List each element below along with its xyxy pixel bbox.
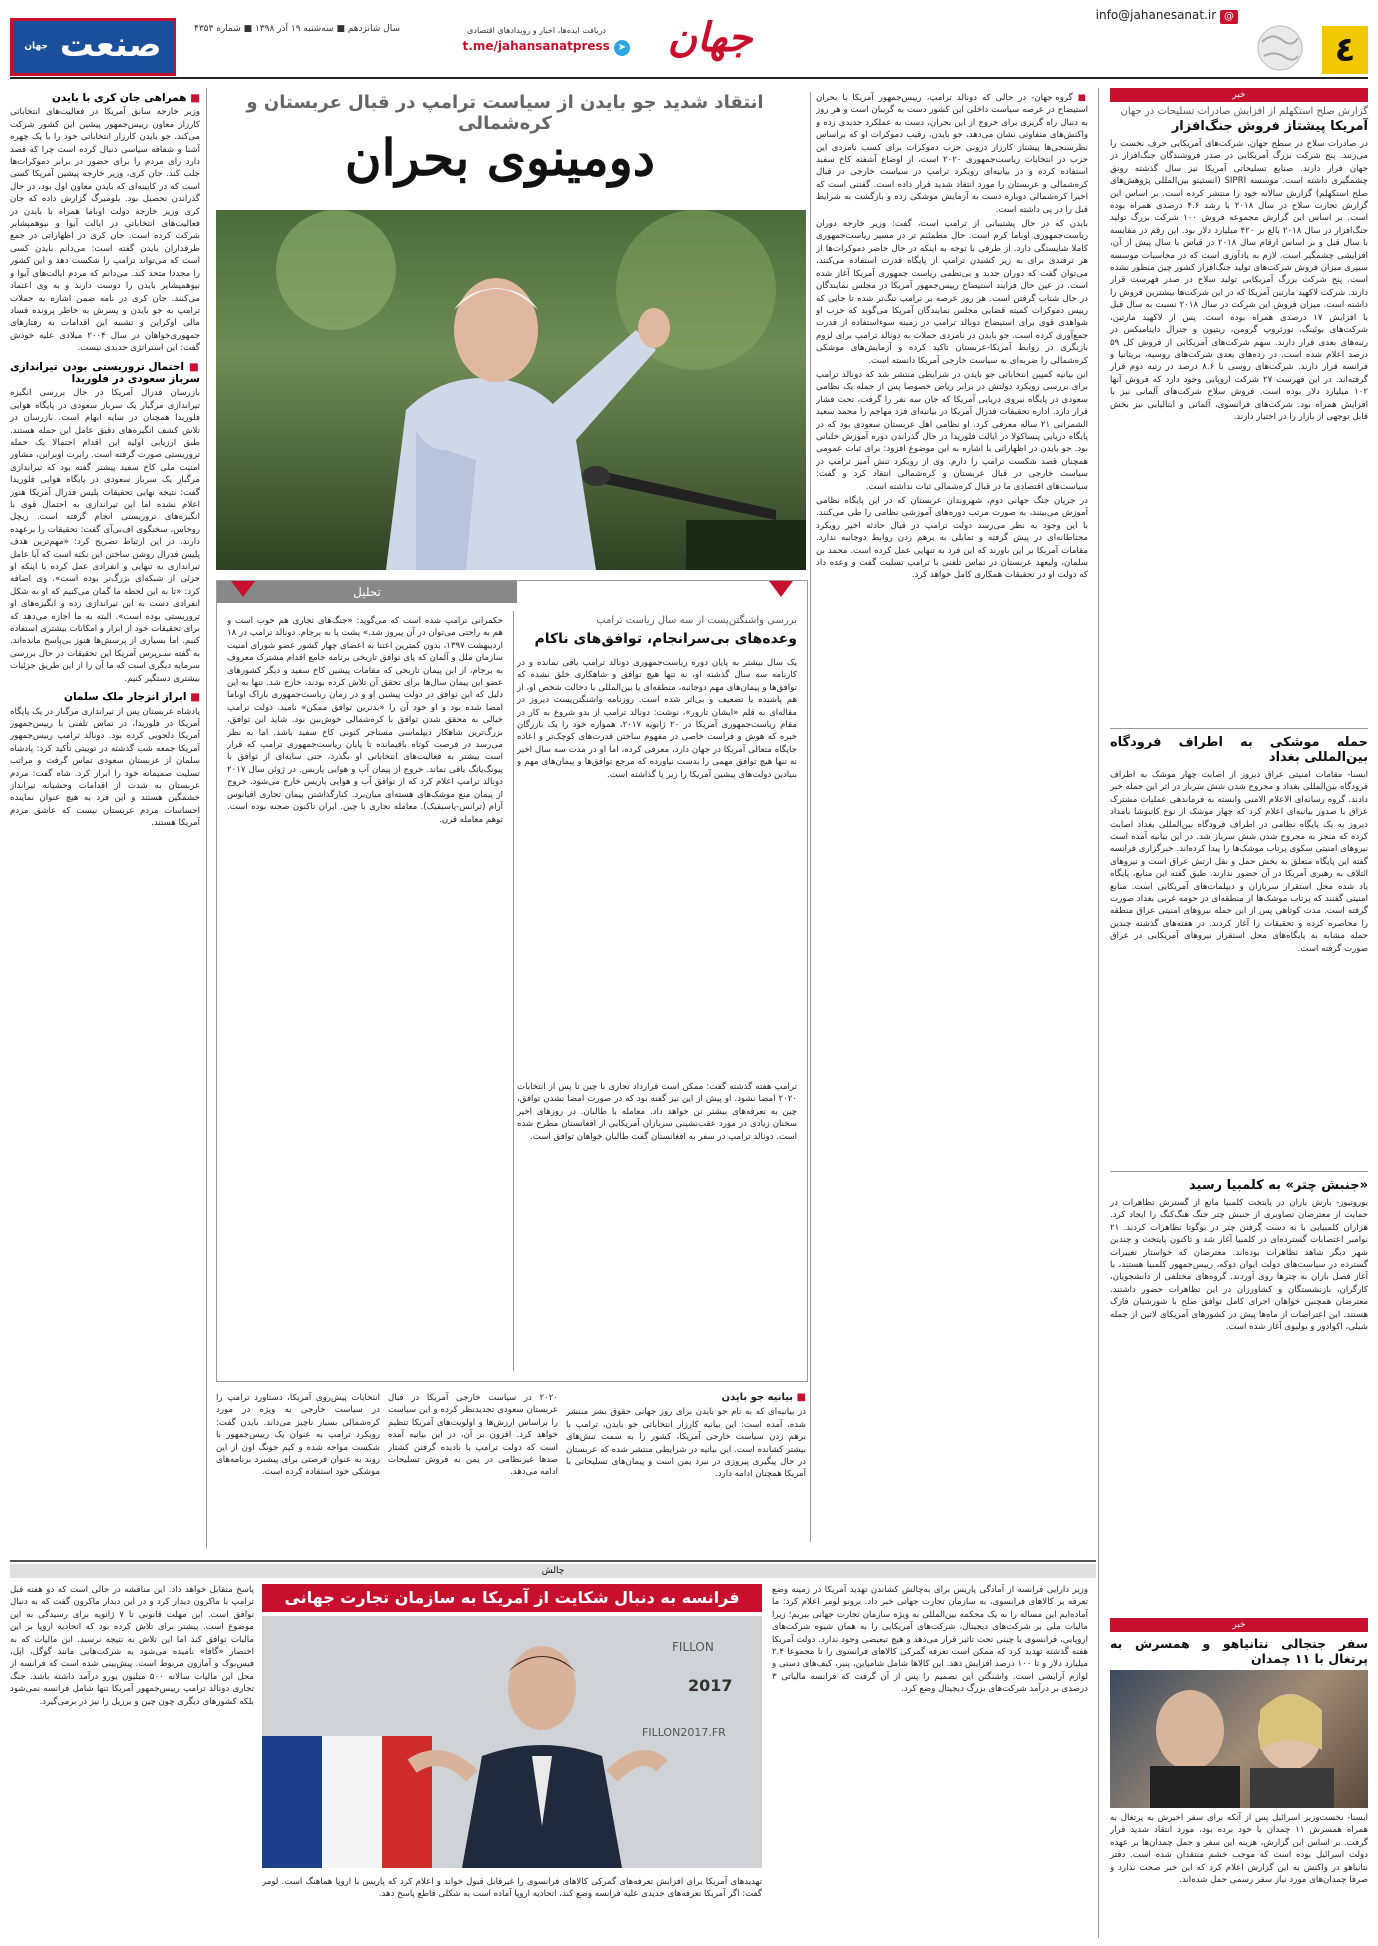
left-column: [10, 92, 200, 1542]
main-title: دومینوی بحران: [344, 128, 656, 187]
analysis-box: [216, 580, 808, 1382]
column-divider: [1098, 88, 1099, 1938]
globe-icon: [1252, 22, 1308, 74]
analysis-text-3: ترامپ هفته گذشته گفت: ممکن است قرارداد تجاری با چین تا پس از انتخابات ۲۰۲۰ امضا نشود. او پیش از این نیز گفته بود که در صورت امضا نشدن توافق، چین به تعرفه‌های بیشتر تن خواهد داد. معامله با طالبان. در روزهای اخیر سخنان زیادی در مورد عقب‌نشینی سربازان آمریکایی از افغانستان مطرح شده است. دونالد ترامپ در سفر به افغانستان گفت طالبان خواهان توافق است.: [517, 1082, 797, 1142]
netanyahu-photo: [1110, 1670, 1368, 1808]
page-number: ٤: [1322, 26, 1368, 74]
analysis-text-1: یک سال بیشتر به پایان دوره ریاست‌جمهوری دونالد ترامپ باقی نمانده و در کارنامه سه سال گذشته او، نه تنها هیچ توافق و شاهکاری خلق نشده که توافق‌ها و پیمان‌های مهم دوجانبه، منطقه‌ای یا بین‌المللی با دخالت شخص او، از هم پاشیده یا تضعیف و بی‌اثر شده است. روزنامه واشنگتن‌پست دیروز در مقاله‌ای به قلم «ایشان تارور»، نوشت: دونالد ترامپ از بدو شروع به کار در مقام ریاست‌جمهوری آمریکا در ۲۰ ژانویه ۲۰۱۷، همواره خود را یک بازرگان خبره که هوش و فراست خاصی در مفهوم ساختن قدرت‌های کوچک‌تر و اعاده جایگاه متعالی آمریکا در جهان دارد، معرفی کرده، اما او در مدت سه سال اخیر نه تنها هیچ توافق مهمی را بدست نیاورده که مرجع توافق‌ها و پیمان‌های مهم و بنیادین دولت‌های پیشین آمریکا را زیر پا گذاشته است.: [517, 658, 797, 780]
body-paragraph: در جریان جنگ جهانی دوم، شهروندان عربستان که در این پایگاه نظامی آموزش می‌بینند، به صورت مرتب دوره‌های آموزشی نظامی را طی می‌کنند. با این وجود به نظر می‌رسد دولت ترامپ در قبال حادثه اخیر رویکرد محتاطانه‌ای در پیش گرفته و تمایلی به برهم زدن روابط دوجانبه ندارد. مقامات آمریکا بر این باورند که این فرد به تنهایی عمل کرده است. محمد بن سلمان، ولیعهد عربستان در تماس تلفنی با ترامپ تسلیت گفت و وعده داد که دولت او در تحقیقات همکاری کامل خواهد کرد.: [816, 496, 1088, 581]
item2-text: بازرسان فدرال آمریکا در حال بررسی انگیزه تیراندازی مرگبار یک سرباز سعودی در پایگاه هوایی فلوریدا همچنان در سایه ابهام است. بازرسان در تلاش کشف انگیزه‌های دقیق عامل این حمله هستند. طبق ارزیابی اولیه این اقدام احتمالا یک حمله تروریستی صورت گرفته است. رابرت اوبراین، مشاور امنیت ملی کاخ سفید پیشتر گفته بود که تیراندازی مرگبار یک سرباز سعودی در پایگاه هوایی فلوریدا گفت: نتیجه نهایی تحقیقات پلیس فدرال آمریکا هنوز اعلام نشده اما این تیراندازی به احتمال قوی با انگیزه‌های تروریستی انجام گرفته است. ریچل روخاس، سخنگوی اف‌بی‌آی گفت: تحقیقات را برعهده دارند. در این ارتباط تصریح کرد: «مهم‌ترین هدف پلیس فدرال روشن ساختن این نکته است که آیا عامل تیراندازی به تنهایی و انفرادی عمل کرده یا اینکه او جزئی از شبکه‌ای بزرگ‌تر بوده است». وی اضافه کرد: «تا به این لحظه ما گمان می‌کنیم که او به شکل انفرادی دست به این تیراندازی زده و انگیزه‌های او تروریستی بوده است». البته به ما اجازه می‌دهد که برای تحقیقات خود از ابزار و امکانات بیشتری استفاده کنیم. اما بسیاری از پرسش‌ها هنوز بی‌پاسخ مانده‌اند. به گفته سـرپرس آمریکا این تحقیقات در حال بررسی سرمایه دیگری است که ما آن را از این طریق جزئیات بیشتری دستگیر کنیم.: [10, 388, 200, 684]
section-divider: [10, 1560, 1096, 1562]
sipri-text: در صادرات سلاح در سطح جهان، شرکت‌های آمریکایی حرف نخست را می‌زنند. پنج شرکت بزرگ آمریکایی در صدر فروشندگان جنگ‌افزار در جهان قرار دارند. صنایع تسلیحاتی آمریکا نیز سال گذشته رونق چشمگیری داشته است. موسسه SIPRI (انستیتو بین‌المللی پژوهش‌های صلح استکهلم) گزارش سالانه خود را منتشر کرده است. بر اساس این گزارش تجارت سلاح در سال ۲۰۱۸ با رشد ۴.۶ درصدی همراه بوده است. بر اساس این گزارش مجموعه فروش ۱۰۰ شرکت بزرگ تولید جنگ‌افزار در سال ۲۰۱۸ بالغ بر ۴۲۰ میلیارد دلار بود. این رقم در مقایسه با سال قبل و بر اساس ارقام سال ۲۰۱۸ در قیاس با سال پیش از آن، افزایشی چشمگیر است. لازم به یادآوری است که در محاسبات موسسه سیپری میزان فروش شرکت‌های تولید جنگ‌افزار کشور چین منظور نشده است. پنج شرکت بزرگ آمریکایی تولید سلاح در صدر فهرست قرار دارند. شرکت لاکهید مارتین آمریکا که در این شرکت‌ها بیشترین فروش را داشته است. میزان فروش این شرکت در سال ۲۰۱۸ نسبت به سال قبل با افزایش ۱۷ درصدی همراه بوده است. پس از لاکهید مارتین، شرکت‌های بوئینگ، نورثروپ گرومن، ریتیون و جنرال داینامیکس در رتبه‌های بعدی قرار دارند. سهم شرکت‌های آمریکایی از فروش کل ۵۹ درصد اعلام شده است. در رده‌های بعدی شرکت‌های روسیه، بریتانیا و فرانسه قرار دارند. شرکت‌های روسی با ۸.۶ درصد در رتبه دوم قرار گرفته‌اند. در این فهرست ۲۷ شرکت اروپایی وجود دارد که فروش آنها ۱۰۲ میلیارد دلار بوده است. فروش سلاح شرکت‌های آلمانی نیز با افزایش همراه بود. شرکت‌های فرانسوی، آلمانی و ایتالیایی نیز بخش قابل توجهی از بازار را در اختیار دارند.: [1110, 139, 1368, 422]
baghdad-title: حمله موشکی به اطراف فرودگاه بین‌المللی بغداد: [1110, 735, 1368, 765]
email-address[interactable]: info@jahanesanat.ir: [1095, 8, 1217, 22]
statement-section: [566, 1392, 806, 1542]
sipri-title: آمریکا پیشتاز فروش جنگ‌افزار: [1171, 119, 1368, 134]
analysis-kicker: بررسی واشنگتن‌پست از سه سال ریاست ترامپ: [596, 615, 797, 626]
bottom-text-right: وزیر دارایی فرانسه از آمادگی پاریس برای به‌چالش کشاندن تهدید آمریکا در زمینه وضع تعرفه بر کالاهای فرانسوی، به سازمان تجارت جهانی خبر داد. برونو لومر اعلام کرد: ما آماده‌ایم این مساله را به یک محکمه بین‌المللی به ویژه سازمان تجارت جهانی ببریم؛ زیرا مالیات ملی بر شرکت‌های دیجیتال، شرکت‌های آمریکایی را به همان شیوه شرکت‌های اروپایی، فرانسوی یا چینی تحت تاثیر قرار می‌دهد و هیچ تبعیضی وجود ندارد. دولت آمریکا هفته گذشته تهدید کرد که ممکن است تعرفه گمرکی کالاهای فرانسوی را تا مجموعا ۲.۴ میلیارد دلار و تا ۱۰۰ درصد افزایش دهد. این کالاها شامل شامپاین، پنیر، کیف‌های دستی و لوازم آرایشی است. واشنگتن این تصمیم را پس از آن گرفت که فرانسه مالیاتی ۳ درصدی بر درآمد شرکت‌های بزرگ دیجیتال وضع کرد.: [772, 1585, 1088, 1695]
lead-paragraph: ■ گروه جهان- در حالی که دونالد ترامپ، رییس‌جمهور آمریکا با بحران استیضاح در عرصه سیاست داخلی این کشور دست به گریبان است و هر روز به دنبال راه گریزی برای خروج از این بحران، دست به عملکرد جدیدی زده و واکنش‌های متفاوتی نشان می‌دهد، جو بایدن، رقیب دموکرات او که براساس نظرسنجی‌ها پیشتاز کارزار درونی حزب دموکرات برای کسب نامزدی این حزب در انتخابات ریاست‌جمهوری ۲۰۲۰ است، از اوضاع آشفته کاخ سفید استفاده کرده و در بیانیه‌ای رویکرد ترامپ در سیاست خارجی در قبال کره‌شمالی و عربستان را مورد انتقاد شدید قرار داده است. گفتنی است که اخیرا کره‌شمالی دوباره دست به آزمایش موشکی زده و بازگشت به شرایط قبل را در پی داشته است.: [816, 92, 1088, 216]
main-col-a: ۲۰۲۰ در سیاست خارجی آمریکا در قبال عربستان سعودی تجدیدنظر کرده و این سیاست را براساس ارزش‌ها و اولویت‌های آمریکا تنظیم خواهد کرد. افزون بر آن، در این بیانیه آمده است که دولت ترامپ با نادیده گرفتن کشتار صدها غیرنظامی در یمن به فروش تسلیحات ادامه می‌دهد.: [388, 1393, 558, 1478]
item3-title: ■ ابراز انزجار ملک سلمان: [10, 691, 200, 703]
telegram-note: دریافت ایده‌ها، اخبار و رویدادهای اقتصادی: [467, 26, 606, 35]
telegram-promo[interactable]: [410, 20, 630, 72]
bottom-text-left: پاسخ متقابل خواهد داد. این مناقشه در حالی است که دو هفته قبل ترامپ با ماکرون دیدار کرد و در این دیدار ماکرون گفت که به دنبال توافق است. این مهلت قانونی تا ۷ ژانویه برای رسیدگی به این موضوع است. پیشتر برای تلاش کرده بود که اتحادیه اروپا بر این مالیات توافق کند اما این تلاش به نتیجه نرسید. این مالیات که به اختصار «گافا» نامیده می‌شود به شرکت‌هایی مانند گوگل، اپل، فیس‌بوک و آمازون مربوط است. پیش‌بینی شده است که فرانسه از محل این مالیات سالانه ۵۰۰ میلیون یورو درآمد داشته باشد. جنگ تجاری دونالد ترامپ رییس‌جمهور آمریکا تنها شامل فرانسه نمی‌شود بلکه کشورهای دیگری چون چین و برزیل را نیز در برمی‌گیرد.: [10, 1585, 254, 1707]
sipri-kicker: گزارش صلح استکهلم از افزایش صادرات تسلیحات در جهان: [1120, 106, 1368, 117]
chatr-text: یورونیوز- بارش باران در پایتخت کلمبیا مانع از گسترش تظاهرات در حمایت از معترضان تصاویری از جنبش چتر جنگ هنگ‌کنگ را ایجاد کرد. هزاران کلمبیایی با به دست گرفتن چتر در بوگوتا تظاهرات کردند. ۲۱ نوامبر اعتصابات گسترده‌ای در کلمبیا آغاز شد و تاکنون پایتخت و چندین شهر دیگر شاهد تظاهرات بوده‌اند. معترضان که خواستار تغییرات گسترده در سیاست‌های دولت ایوان دوکه، رییس‌جمهور کلمبیا هستند، با آغاز فصل باران به چترها روی آوردند. گروه‌های مختلفی از دانشجویان، کارگران، بازنشستگان و کشاورزان در این تظاهرات حضور داشتند. معترضان همچنین خواهان اجرای کامل توافق صلح با شورشیان فارک هستند. این اعتراضات از ماه‌ها پیش در کشورهای آمریکای لاتین از جمله شیلی، اکوادور و بولیوی آغاز شده است.: [1110, 1198, 1368, 1333]
main-lead: [816, 92, 1088, 1542]
logo-subtext: جهان: [24, 41, 48, 52]
logo-text: صنعت: [59, 25, 162, 65]
item2-title: ■ احتمال تروریستی بودن تیراندازی سرباز سعودی در فلوریدا: [10, 361, 200, 386]
bottom-title: فرانسه به دنبال شکایت از آمریکا به سازمان تجارت جهانی: [262, 1584, 762, 1612]
divider: [1110, 1171, 1368, 1172]
analysis-tag: تحلیل: [217, 581, 517, 603]
down-arrow-icon: [769, 581, 793, 597]
backdrop-text: FILLON2017.FR: [642, 1726, 726, 1739]
lemaire-photo: [262, 1616, 762, 1868]
newspaper-logo: [10, 18, 176, 76]
backdrop-text: 2017: [688, 1676, 733, 1695]
analysis-title: وعده‌های بی‌سرانجام، توافق‌های ناکام: [534, 631, 797, 647]
item1-title: ■ همراهی جان کری با بایدن: [10, 92, 200, 104]
issue-info: سال شانزدهم ■ سه‌شنبه ۱۹ آذر ۱۳۹۸ ■ شماره ۴۳۵۳: [193, 24, 400, 34]
section-logo: جهان: [667, 14, 753, 61]
netanyahu-title: سفر جنجالی نتانیاهو و همسرش به پرتغال با ۱۱ چمدان: [1110, 1636, 1368, 1666]
header-divider: [10, 77, 1368, 79]
biden-photo: [216, 210, 806, 570]
statement-subhead: ■ بیانیه جو بایدن: [566, 1392, 806, 1404]
telegram-link[interactable]: t.me/jahansanatpress: [462, 39, 610, 53]
column-divider: [206, 88, 207, 1548]
envelope-icon: @: [1220, 10, 1238, 24]
netanyahu-text: ایسنا- نخست‌وزیر اسرائیل پس از آنکه برای سفر اخیرش به پرتغال به همراه همسرش ۱۱ چمدان با خود برده بود، مورد انتقاد شدید قرار گرفت. بر اساس این گزارش، هزینه این سفر و حمل چمدان‌ها بر عهده دولت اسرائیل بوده است که موجب خشم منتقدان شده است. دفتر نتانیاهو در واکنش به این گزارش اعلام کرد که این خبر صحت ندارد و صرفا چمدان‌های مورد نیاز سفر رسمی حمل شده‌اند.: [1110, 1813, 1368, 1886]
right-column: [1110, 88, 1368, 1628]
analysis-text-2: حکمرانی ترامپ شده است که می‌گوید: «جنگ‌های تجاری هم خوب است و هم به راحتی می‌توان در آن پیروز شد.» پشت پا به برجام. دونالد ترامپ در ۱۸ اردیبهشت ۱۳۹۷، بدون کمترین اعتنا به اعضای چهار کشور عضو شورای امنیت سازمان ملل و آلمان که پای توافق تاریخی برنامه جامع اقدام مشترک معروف به برجام، از این پیمان تاریخی که مقامات پیشین کاخ سفید و دیگر کشورهای عضو این پیمان سال‌ها برای تحقق آن تلاش کرده بودند، خارج شد. تنها به این دلیل که این توافق در دولت پیشین او و در زمان ریاست‌جمهوری باراک اوباما امضا شده بود و او خود آن را «بدترین توافق ممکن» نامید. دولت ترامپ خیالی به محقق شدن توافق با کره‌شمالی خوش‌بین بود. شاید این توافق، بزرگ‌ترین شاهکار دیپلماسی مستاجر کنونی کاخ سفید باشد. اما به نظر می‌رسد در فرصت کوتاه باقیمانده تا پایان ریاست‌جمهوری ترامپ که قرار است بیشتر به فعالیت‌های انتخاباتی او بگذرد، حتی سایه‌ای از توافق با پیونگ‌یانگ باقی نماند. خروج از پیمان آب و هوایی پاریس. در ژوئن سال ۲۰۱۷ دونالد ترامپ اعلام کرد که از توافق آب و هوایی پاریس خارج می‌شود. خروج از پیمان منع موشک‌های هسته‌ای میان‌برد. کنارگذاشتن پیمان تجاری اقیانوس آرام (ترانس-پاسیفیک). معامله تجاری با چین. ایران تاکنون صحنه بوده است. توهم معامله قرن.: [227, 616, 503, 825]
header-email[interactable]: [1078, 8, 1238, 30]
statement-text: در بیانیه‌ای که به نام جو بایدن برای روز جهانی حقوق بشر منتشر شده، آمده است: این بیانیه کارزار انتخاباتی جو بایدن، ترامپ با برهم زدن سیاست خارجی آمریکا، کشور را به سمت تنش‌های بیشتر کشانده است. این بیانیه در شرایطی منتشر شده که عربستان در حال پیگیری پیروزی در نبرد یمن است و پیمان‌های تسلیحاتی با آمریکا همچنان ادامه دارد.: [566, 1407, 806, 1480]
down-arrow-icon: [231, 581, 255, 597]
divider: [1110, 728, 1368, 729]
column-divider: [810, 92, 811, 1542]
item1-text: وزیر خارجه سابق آمریکا در فعالیت‌های انتخاباتی کارزار معاون رییس‌جمهور پیشین این کشور شرکت می‌کند. جو بایدن کارزار انتخاباتی خود را با یک چهره آشنا و شفافه سیاسی دنبال کرده است چرا که قصد دارد رای مردم را برای حضور در برابر دموکرات‌ها جلب کند. جان کری، وزیر خارجه پیشین آمریکا کسی است که در کابینه‌ای که بایدن معاون اول بود، در حال گذراندن تحصیل بود. بلومبرگ گزارش داده که جان کری وزیر خارجه دولت اوباما همراه با بایدن در فعالیت‌های انتخاباتی در ایالت آیوا و نیوهمپشایر شرکت کرده است. جان کری در اظهاراتی در جمع طرفداران بایدن گفته است: می‌دانم بایدن کسی است که می‌تواند ترامپ را شکست دهد و این کشور را مجددا متحد کند. می‌دانم که مردم ایالت‌های آیوا و نیوهمپشایر بایدن را دوست دارند و به وی اعتماد می‌کنند. جان کری در نامه ضمن اشاره به حملات ترامپ به جو بایدن و پسرش به خاطر پرونده فساد مالی اوکراین و تشبیه این اقدامات به رفتارهای جمهوری‌خواهان در سال ۲۰۰۴ میلادی علیه خودش گفت: این استراتژی جدیدی نیست.: [10, 107, 200, 354]
news-tag: خبر: [1110, 1618, 1368, 1632]
chatr-title: «جنبش چتر» به کلمبیا رسید: [1189, 1178, 1368, 1193]
main-col-b: انتخابات پیش‌روی آمریکا، دستاورد ترامپ را در سیاست خارجی به ویژه در مورد کره‌شمالی بسیار ناچیز می‌داند. بایدن گفت: رویکرد ترامپ به عنوان یک رییس‌جمهور با شکست مواجه شده و کیم جونگ اون از این روند به عنوان فرصتی برای پیشبرد برنامه‌های موشکی خود استفاده کرده است.: [216, 1393, 380, 1478]
netanyahu-box: [1110, 1618, 1368, 1938]
baghdad-text: ایسنا- مقامات امنیتی عراق دیروز از اصابت چهار موشک به اطراف فرودگاه بین‌المللی بغداد و مجروح شدن شش سرباز در اثر این حمله خبر دادند. گروه رسانه‌ای الاعلام الامنی وابسته به فرماندهی عملیات مشترک عراق با صدور بیانیه‌ای اعلام کرد که چهار موشک از نوع کاتیوشا بامداد دیروز به یک پایگاه نظامی در اطراف فرودگاه بین‌المللی بغداد اصابت کرده که منجر به مجروح شدن شش سرباز شد. در این بیانیه آمده است نیروهای امنیتی سکوی پرتاب موشک‌ها را پیدا کرده‌اند. خبرگزاری فرانسه گفته این پایگاه متعلق به بخش حمل و نقل ارتش عراق است و نیروهای ائتلاف به رهبری آمریکا در آن حضور ندارند. طبق گفته این منابع، پایگاه یاد شده محل استقرار سربازان و دیپلمات‌های آمریکایی است. منابع امنیتی گفتند که پرتاب موشک‌ها از منطقه‌ای در حومه غربی بغداد صورت گرفته است. مدت کوتاهی پس از این حمله نیروهای امنیتی عراق منطقه را محاصره کرده و تحقیقات را آغاز کردند. در هفته‌های گذشته چندین حمله مشابه به پایگاه‌های محل استقرار نیروهای آمریکایی در عراق صورت گرفته است.: [1110, 770, 1368, 954]
body-paragraph: بایدن که در حال پشتیبانی از ترامپ است، گفت: وزیر خارجه دوران ریاست‌جمهوری اوباما کرم است. حال مطمئنم تر در مسیر ریاست‌جمهوری کاملا شایستگی دارد. از طرفی با توجه به اینکه در حال حاضر دموکرات‌ها از هر ترفندی برای به زیر کشیدن ترامپ از پایگاه قدرت استفاده می‌کنند، می‌توان گفت که دوران جدید و بی‌نظمی ریاست جمهوری آمریکا آغاز شده است. در عین حال فرایند استیضاح رییس‌جمهور آمریکا در مجلس نمایندگان در حال شتاب گرفتن است. هر روز عرصه بر ترامپ تنگ‌تر شده تا جایی که رییس دموکرات کمیته قضایی مجلس نمایندگان آمریکا می‌گوید که حزب او شواهدی قوی برای استیضاح دونالد ترامپ در زمینه سوءاستفاده از قدرت جمع‌آوری کرده است. جو بایدن در نامزدی حملات به دونالد ترامپ برای لزوم بازنگری در روابط آمریکا-عربستان تاکید کرده و آزمایش‌های موشکی کره‌شمالی را ضربه‌ای به سیاست خارجی آمریکا دانسته است.: [816, 219, 1088, 366]
main-kicker: انتقاد شدید جو بایدن از سیاست ترامپ در قبال عربستان و کره‌شمالی: [246, 92, 764, 134]
body-paragraph: این بیانیه کمپین انتخاباتی جو بایدن در شرایطی منتشر شد که دونالد ترامپ برای بررسی رویکرد دولتش در برابر ریاض خصوصا پس از حمله یک نظامی سعودی در پایگاه نیروی دریایی آمریکا که جان سه نفر را گرفت، تحت فشار قرار دارد. اداره تحقیقات فدرال آمریکا در بیانیه‌ای فرد مهاجم را محمد سعید الشمرانی ۲۱ ساله معرفی کرد. او نظامی اهل عربستان سعودی بود که در پایگاه دریایی پنساکولا در ایالت فلوریدا در حال گذراندن دوره آموزش خلبانی بود. جو بایدن در اظهاراتی با اشاره به این موضوع افزود: برای ثبات عمومی همچنان قصد شکست ترامپ را دارم. وی از رویکرد تنش آمیز ترامپ در سیاست خارجی در قبال عربستان و کره‌شمالی انتقاد کرد و گفت: سیاست‌های اقتصادی ما در قبال کره‌شمالی ثبات نداشته است.: [816, 369, 1088, 492]
telegram-icon: ➤: [614, 40, 630, 56]
backdrop-text: FILLON: [672, 1640, 714, 1654]
bottom-tag: چالش: [10, 1564, 1096, 1578]
column-divider: [513, 611, 514, 1371]
bottom-text-mid: تهدیدهای آمریکا برای افزایش تعرفه‌های گمرکی کالاهای فرانسوی را غیرقابل قبول خواند و اعلام کرد که پاریس با اروپا هماهنگ است. لومر گفت: اگر آمریکا تعرفه‌های جدیدی علیه فرانسه وضع کند، اتحادیه اروپا آماده است به شکلی قاطع پاسخ دهد.: [262, 1877, 762, 1900]
item3-text: پادشاه عربستان پس از تیراندازی مرگبار در یک پایگاه آمریکا در فلوریدا، در تماس تلفنی با رییس‌جمهور آمریکا دلجویی کرده بود. دونالد ترامپ رییس‌جمهور آمریکا جمعه شب گذشته در توییتی تأکید کرد: پادشاه سلمان از عربستان سعودی تماس گرفت و مراتب تسلیت صمیمانه خود را ابراز کرد. شاه گفت: مردم عربستان به شدت از اقدامات وحشیانه تیرانداز خشمگین هستند و این فرد به هیچ عنوان نماینده احساسات مردم عربستان نیست که عاشق مردم آمریکا هستند.: [10, 706, 200, 829]
news-tag: خبر: [1110, 88, 1368, 102]
